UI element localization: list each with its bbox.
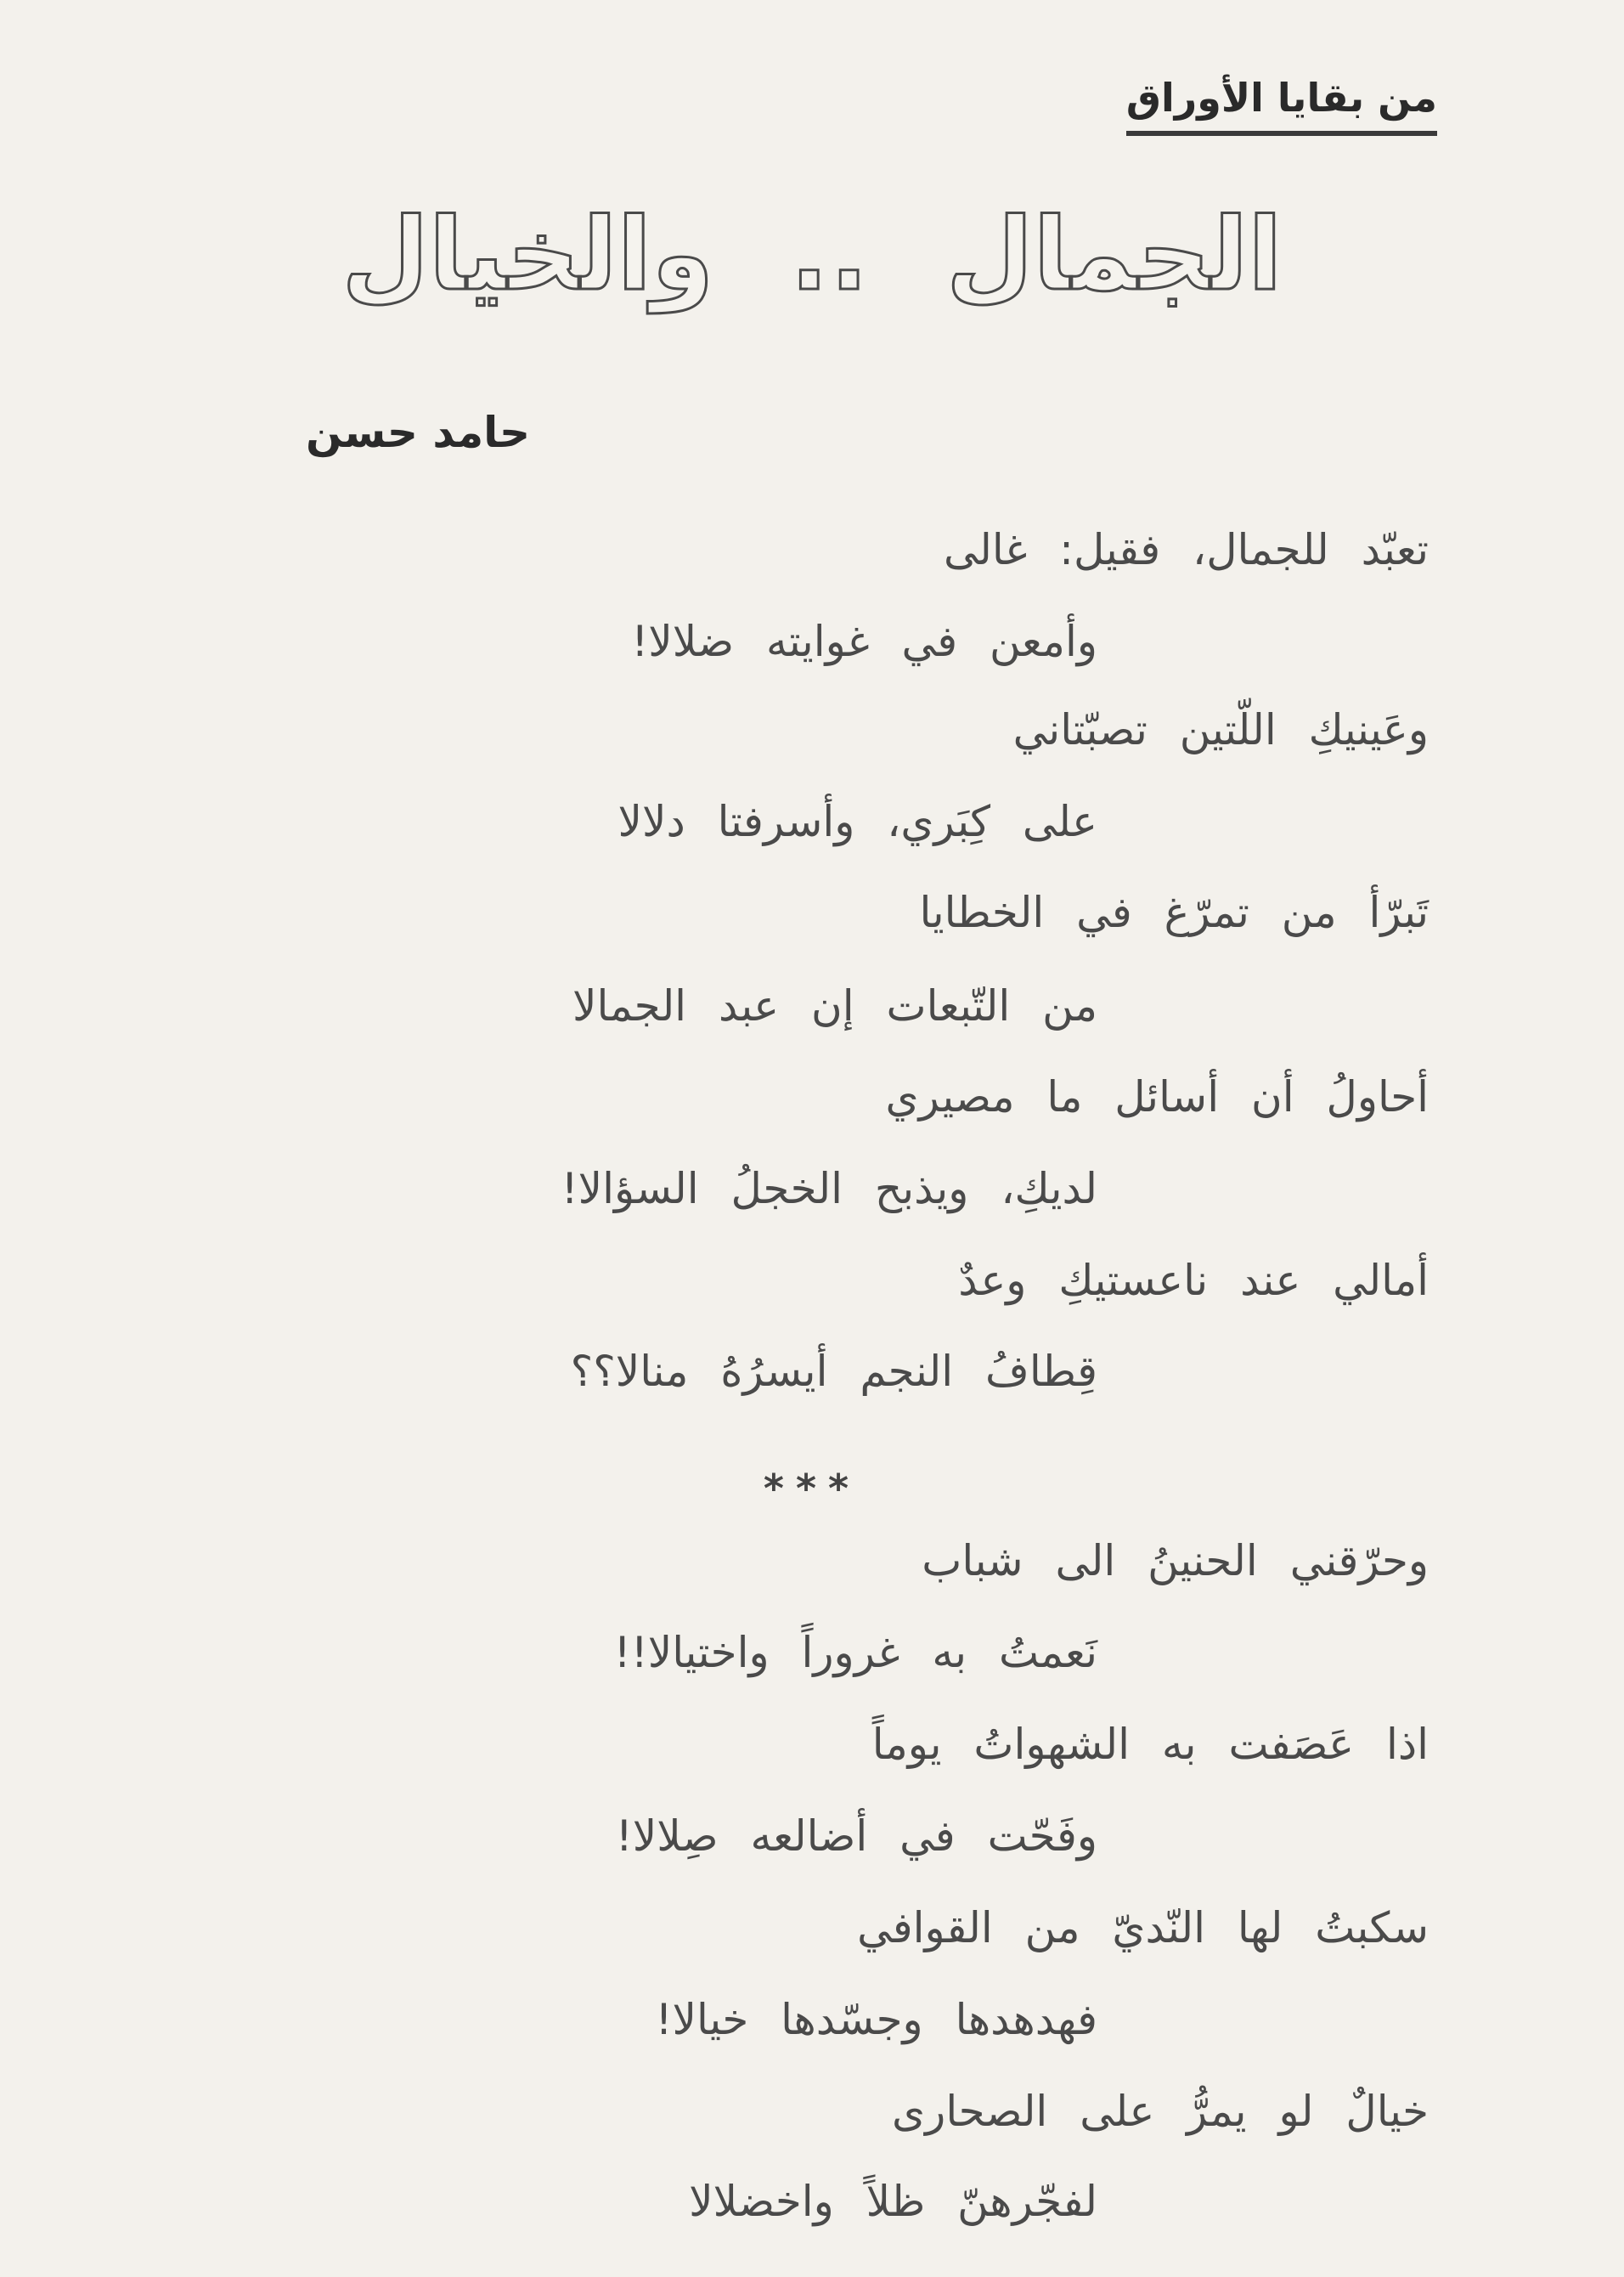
poem-line: من التّبعات إن عبد الجمالا — [572, 981, 1097, 1031]
poem-line: سكبتُ لها النّديّ من القوافي — [857, 1903, 1429, 1952]
poem-line: أحاولُ أن أسائل ما مصيري — [885, 1072, 1429, 1122]
poem-line: فهدهدها وجسّدها خيالا! — [655, 1995, 1097, 2044]
poem-line: وفَحّت في أضالعه صِلالا! — [615, 1811, 1097, 1861]
poem-line: قِطافُ النجم أيسرُهُ منالا؟؟ — [570, 1347, 1097, 1396]
poem-line: على كِبَري، وأسرفتا دلالا — [617, 797, 1097, 846]
section-label: من بقايا الأوراق — [1126, 75, 1437, 136]
poem-line: وحرّقني الحنينُ الى شباب — [922, 1536, 1429, 1585]
poem-line: خيالٌ لو يمرُّ على الصحارى — [892, 2087, 1429, 2136]
poem-line: اذا عَصَفت به الشهواتُ يوماً — [871, 1720, 1429, 1769]
poem-line: لديكِ، ويذبح الخجلُ السؤالا! — [561, 1164, 1097, 1213]
title-separator: .. — [790, 195, 871, 313]
poem-title — [0, 195, 1624, 313]
poem-author: حامد حسن — [306, 408, 530, 457]
poem-line: نَعمتُ به غروراً واختيالا!! — [613, 1628, 1097, 1677]
poem-line: أمالي عند ناعستيكِ وعدٌ — [958, 1256, 1429, 1305]
poem-line: لفجّرهنّ ظلاً واخضلالا — [689, 2177, 1097, 2226]
title-part-2: والخيال — [341, 195, 714, 313]
poem-line: وأمعن في غوايته ضلالا! — [631, 617, 1097, 666]
poem-line: تَبرّأ من تمرّغ في الخطايا — [919, 888, 1429, 937]
poem-line: تعبّد للجمال، فقيل: غالى — [943, 525, 1429, 574]
poem-line: وعَينيكِ اللّتين تصبّتاني — [1012, 705, 1429, 754]
stanza-separator: *** — [763, 1466, 861, 1511]
title-part-1: الجمال — [946, 195, 1283, 313]
